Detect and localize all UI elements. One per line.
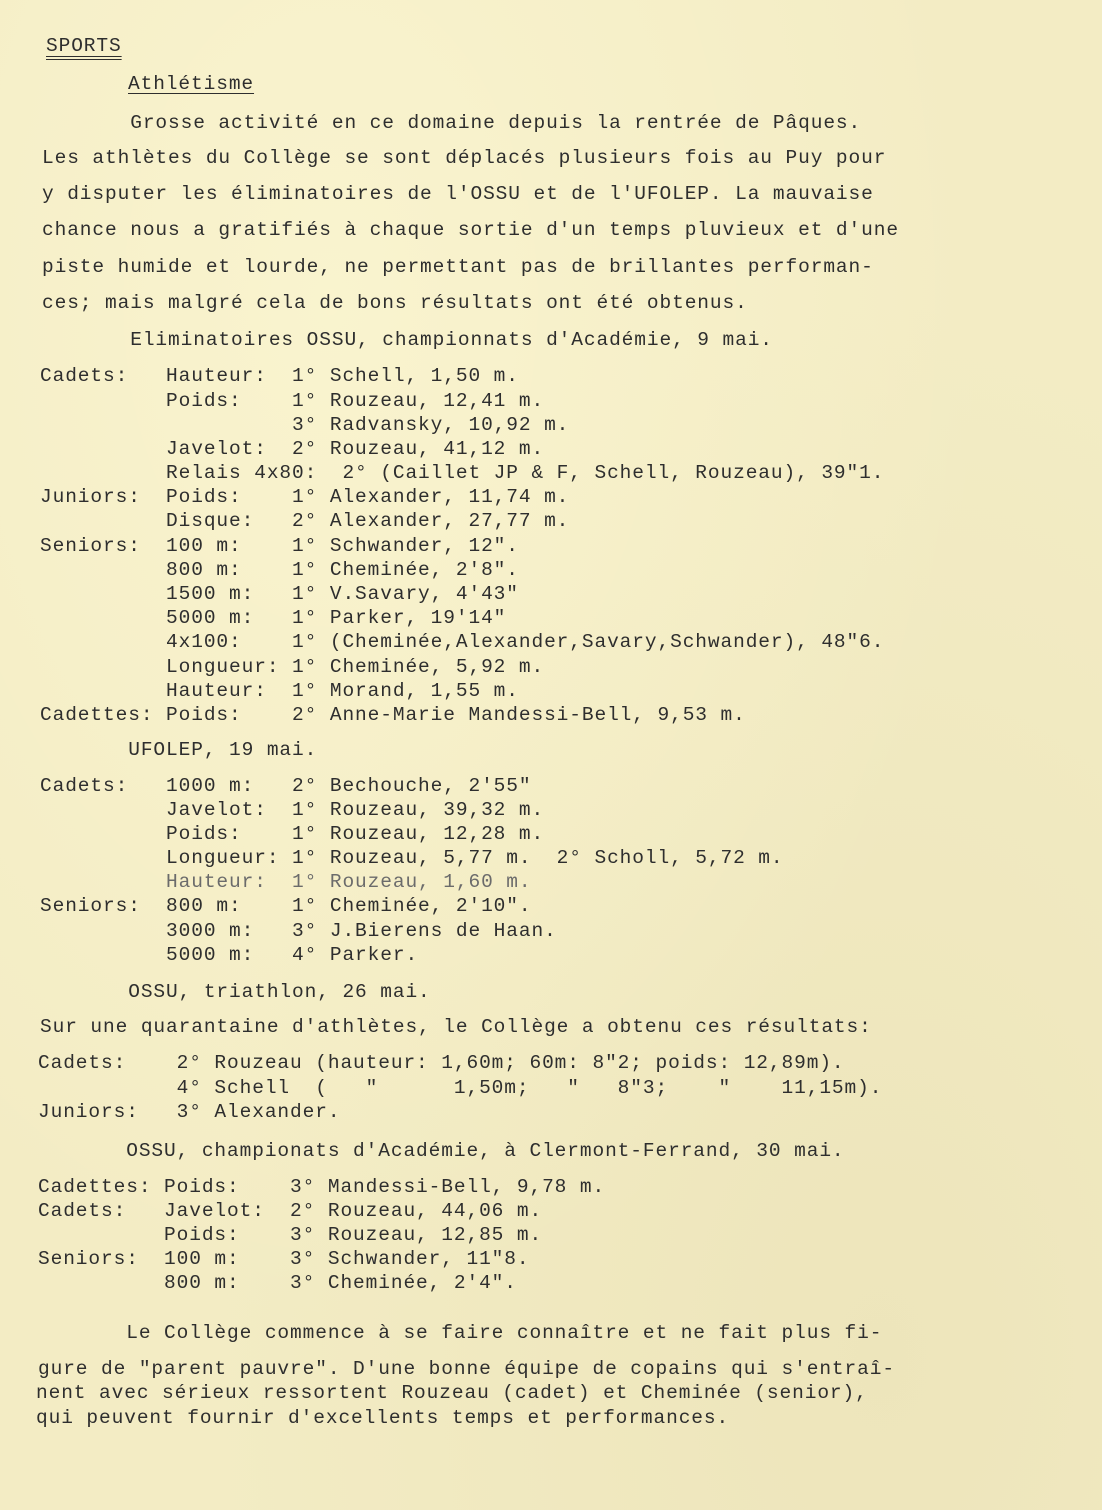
event-title: OSSU, triathlon, 26 mai.: [40, 981, 431, 1003]
result-row: Seniors: 100 m: 3° Schwander, 11"8.: [38, 1248, 530, 1270]
result-row: Cadets: Hauteur: 1° Schell, 1,50 m.: [40, 365, 519, 387]
result-row: 1500 m: 1° V.Savary, 4'43": [40, 583, 519, 605]
result-row: Cadets: Javelot: 2° Rouzeau, 44,06 m.: [38, 1200, 543, 1222]
result-row: Poids: 3° Rouzeau, 12,85 m.: [38, 1224, 543, 1246]
result-row: Cadets: 1000 m: 2° Bechouche, 2'55": [40, 775, 532, 797]
closing-line: qui peuvent fournir d'excellents temps et performances.: [36, 1407, 730, 1429]
result-row: Longueur: 1° Rouzeau, 5,77 m. 2° Scholl, 5,72 m.: [40, 847, 784, 869]
result-row: Longueur: 1° Cheminée, 5,92 m.: [40, 656, 545, 678]
intro-line: Grosse activité en ce domaine depuis la rentrée de Pâques.: [42, 112, 862, 134]
event-title: UFOLEP, 19 mai.: [40, 739, 318, 761]
result-row: Poids: 1° Rouzeau, 12,41 m.: [40, 390, 545, 412]
result-row: Hauteur: 1° Morand, 1,55 m.: [40, 680, 519, 702]
result-row: 4x100: 1° (Cheminée,Alexander,Savary,Schwander), 48"6.: [40, 631, 885, 653]
result-row: Cadettes: Poids: 2° Anne-Marie Mandessi-Bell, 9,53 m.: [40, 704, 746, 726]
section-title: SPORTS: [46, 35, 122, 57]
subsection-title: Athlétisme: [128, 73, 255, 95]
result-row: Juniors: 3° Alexander.: [38, 1101, 341, 1123]
result-row: Relais 4x80: 2° (Caillet JP & F, Schell, Rouzeau), 39"1.: [40, 462, 885, 484]
result-row: Cadettes: Poids: 3° Mandessi-Bell, 9,78 m.: [38, 1176, 606, 1198]
event-title: OSSU, championats d'Académie, à Clermont-Ferrand, 30 mai.: [38, 1140, 845, 1162]
result-row: Hauteur: 1° Rouzeau, 1,60 m.: [40, 871, 532, 893]
result-row: Poids: 1° Rouzeau, 12,28 m.: [40, 823, 545, 845]
result-row: Seniors: 800 m: 1° Cheminée, 2'10".: [40, 895, 532, 917]
intro-line: piste humide et lourde, ne permettant pas de brillantes performan-: [42, 256, 874, 278]
intro-line: ces; mais malgré cela de bons résultats ont été obtenus.: [42, 292, 748, 314]
result-row: 5000 m: 4° Parker.: [40, 944, 419, 966]
event-intro: Sur une quarantaine d'athlètes, le Collège a obtenu ces résultats:: [40, 1016, 872, 1038]
result-row: 4° Schell ( " 1,50m; " 8"3; " 11,15m).: [38, 1077, 883, 1099]
result-row: Seniors: 100 m: 1° Schwander, 12".: [40, 535, 519, 557]
result-row: Cadets: 2° Rouzeau (hauteur: 1,60m; 60m: 8"2; poids: 12,89m).: [38, 1052, 845, 1074]
closing-line: nent avec sérieux ressortent Rouzeau (cadet) et Cheminée (senior),: [36, 1382, 868, 1404]
intro-line: chance nous a gratifiés à chaque sortie d'un temps pluvieux et d'une: [42, 219, 899, 241]
result-row: 5000 m: 1° Parker, 19'14": [40, 607, 507, 629]
result-row: 3° Radvansky, 10,92 m.: [40, 414, 570, 436]
event-title: Eliminatoires OSSU, championnats d'Académie, 9 mai.: [42, 329, 773, 351]
intro-line: Les athlètes du Collège se sont déplacés plusieurs fois au Puy pour: [42, 147, 887, 169]
result-row: 800 m: 3° Cheminée, 2'4".: [38, 1272, 517, 1294]
result-row: Javelot: 2° Rouzeau, 41,12 m.: [40, 438, 545, 460]
closing-line: gure de "parent pauvre". D'une bonne équipe de copains qui s'entraî-: [38, 1358, 895, 1380]
result-row: Javelot: 1° Rouzeau, 39,32 m.: [40, 799, 545, 821]
result-row: Disque: 2° Alexander, 27,77 m.: [40, 510, 570, 532]
intro-line: y disputer les éliminatoires de l'OSSU et de l'UFOLEP. La mauvaise: [42, 183, 874, 205]
result-row: 800 m: 1° Cheminée, 2'8".: [40, 559, 519, 581]
result-row: 3000 m: 3° J.Bierens de Haan.: [40, 920, 557, 942]
closing-line: Le Collège commence à se faire connaître et ne fait plus fi-: [38, 1322, 883, 1344]
result-row: Juniors: Poids: 1° Alexander, 11,74 m.: [40, 486, 570, 508]
